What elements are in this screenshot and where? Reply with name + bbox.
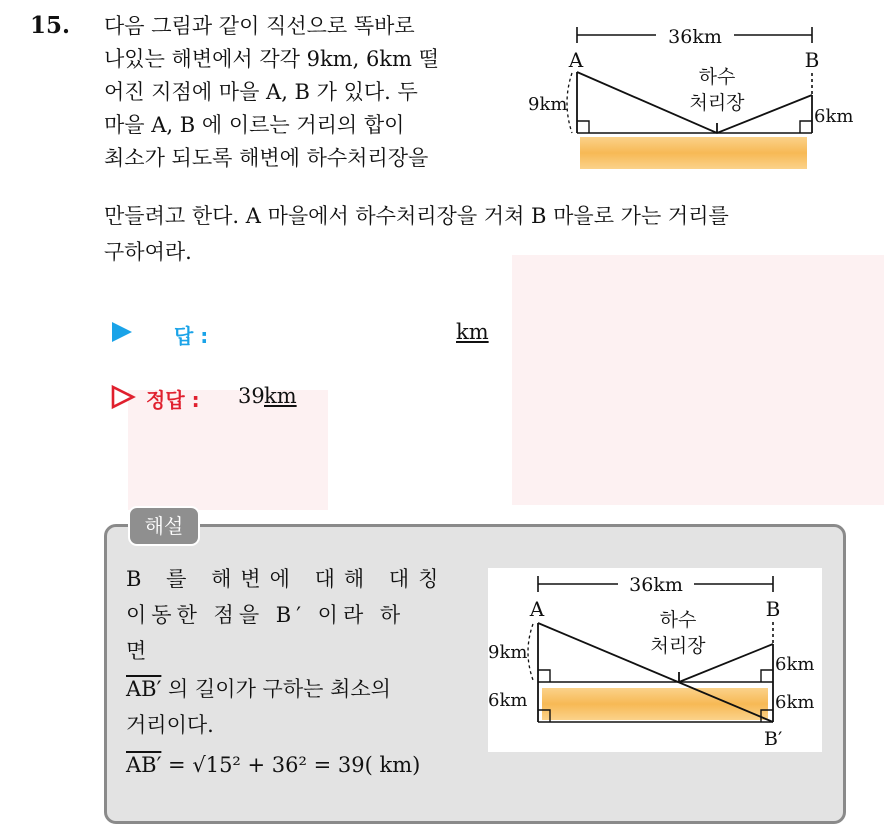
explanation-line-3: 면	[126, 639, 147, 663]
figure-beach-diagram	[520, 15, 870, 205]
formula-rest: = √15² + 36² = 39( km)	[161, 753, 421, 777]
village-a-label-2: A	[529, 597, 545, 621]
question-number: 15.	[30, 12, 71, 39]
village-b-label: B	[804, 48, 820, 72]
height-b-label: 6km	[814, 106, 854, 127]
height-a-label-2: 9km	[488, 642, 528, 663]
explanation-line-4	[126, 674, 391, 704]
village-a-label: A	[568, 48, 584, 72]
question-line-7: 구하여라.	[104, 240, 192, 264]
plant-label-line1: 하수	[698, 66, 736, 88]
village-b-label-2: B	[765, 597, 781, 621]
height-a-lower-label: 6km	[488, 690, 528, 711]
correct-answer-unit: km	[264, 384, 297, 408]
segment-ab-prime: AB′	[126, 677, 162, 701]
question-line-6: 만들려고 한다. A 마을에서 하수처리장을 거쳐 B 마을로 가는 거리를	[104, 204, 729, 228]
plant-label-2-line2: 처리장	[650, 635, 706, 657]
beach-shading	[580, 137, 807, 169]
correct-answer-value: 39	[238, 384, 265, 408]
question-line-2: 나있는 해변에서 각각 9km, 6km 떨	[104, 47, 439, 71]
plant-label-2-line1: 하수	[659, 609, 697, 631]
answer-unit: km	[456, 320, 489, 344]
question-line-3: 어진 지점에 마을 A, B 가 있다. 두	[104, 80, 418, 104]
explanation-line-4-rest: 의 길이가 구하는 최소의	[161, 677, 391, 701]
b-prime-label: B′	[764, 728, 783, 750]
distance-label: 36km	[668, 26, 722, 48]
question-line-4: 마을 A, B 에 이르는 거리의 합이	[104, 113, 405, 137]
beach-shading-2	[542, 688, 768, 720]
question-line-5: 최소가 되도록 해변에 하수처리장을	[104, 146, 429, 170]
formula-segment-ab-prime: AB′	[126, 753, 162, 777]
height-b-label-2: 6km	[775, 654, 815, 675]
background-band-top	[512, 255, 884, 505]
height-a-label: 9km	[528, 94, 568, 115]
explanation-line-5: 거리이다.	[126, 713, 214, 737]
explanation-tag: 해설	[128, 506, 200, 546]
distance-label-2: 36km	[629, 574, 683, 596]
explanation-line-1: B 를 해변에 대해 대칭	[126, 567, 448, 591]
play-arrow-icon	[110, 320, 134, 344]
question-line-1: 다음 그림과 같이 직선으로 똑바로	[104, 14, 415, 38]
answer-label: 답 :	[174, 324, 209, 348]
height-b-lower-label: 6km	[775, 692, 815, 713]
correct-answer-label: 정답 :	[146, 388, 200, 412]
explanation-formula	[126, 750, 420, 780]
hollow-arrow-icon	[110, 384, 136, 410]
explanation-line-2: 이동한 점을 B′ 이라 하	[126, 603, 406, 627]
figure-reflection-diagram	[488, 568, 822, 752]
plant-label-line2: 처리장	[689, 92, 745, 114]
